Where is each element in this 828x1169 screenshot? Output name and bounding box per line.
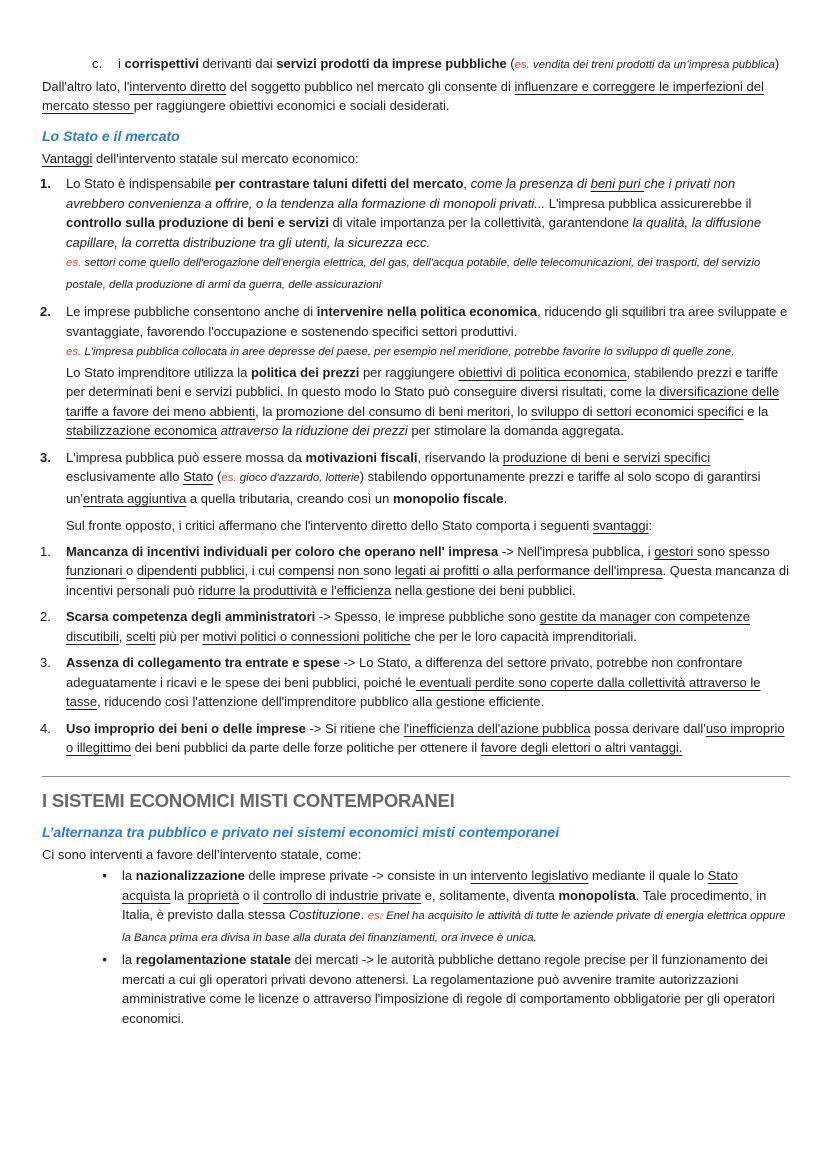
- text-run: delle imprese private -> consiste in un: [244, 868, 471, 883]
- text-run: come la presenza di: [470, 176, 591, 191]
- text-run: .: [503, 490, 508, 506]
- list-item-content: [66, 542, 790, 601]
- text-run: -> Spesso, le imprese pubbliche sono: [315, 609, 540, 624]
- text-run: L'impresa pubblica può essere mossa da: [66, 449, 306, 465]
- subsection-heading: L’alternanza tra pubblico e privato nei sistemi economici misti contemporanei: [42, 823, 560, 840]
- text-run: nazionalizzazione: [135, 868, 245, 883]
- text-run: dei mercati -> le autorità pubbliche dettano regole precise per il funzionamento dei mercati a cui gli operatori privati devono attenersi. La regolamentazione può avvenire tramite autorizzazioni amministrative come le licenze o attraverso l'imposizione di regole di comportamento obbligatorie per gli operatori economici.: [122, 952, 775, 1026]
- text-run: Sul fronte opposto, i critici affermano che l'intervento diretto dello Stato comporta i seguenti: [66, 518, 593, 533]
- text-run: la: [122, 952, 136, 967]
- text-run: di vitale importanza per la collettività, garantendone: [328, 215, 633, 230]
- section-heading: I SISTEMI ECONOMICI MISTI CONTEMPORANEI: [42, 789, 455, 811]
- list-item-bullet: [0, 950, 828, 1028]
- text-run: gioco d'azzardo, lotterie: [236, 472, 360, 484]
- text-run: monopolista: [558, 887, 636, 903]
- text-run: del soggetto pubblico nel mercato gli consente di: [226, 78, 515, 94]
- text-run: .: [360, 907, 368, 922]
- text-run: servizi prodotti da imprese pubbliche: [276, 56, 507, 71]
- text-run: e, solitamente, diventa: [421, 887, 559, 903]
- text-run: corrispettivi: [124, 56, 199, 71]
- list-marker: 1.: [40, 176, 51, 191]
- text-run: , lo: [510, 403, 532, 419]
- list-marker: 3.: [40, 449, 51, 465]
- text-run: favore degli elettori o altri vantaggi.: [480, 740, 683, 755]
- text-run: intervenire nella politica economica: [316, 304, 538, 319]
- text-run: svantaggi: [592, 518, 649, 533]
- text-run: Stato acquista: [122, 868, 739, 903]
- text-run: proprietà: [187, 887, 240, 903]
- text-run: ridurre la produttività e l'efficienza: [198, 582, 392, 598]
- list-item-content: [66, 174, 790, 295]
- text-run: promozione del consumo di beni meritori: [276, 403, 511, 419]
- list-marker: 2.: [40, 609, 51, 624]
- text-run: Lo Stato imprenditore utilizza la: [66, 364, 251, 380]
- text-run: per raggiungere obiettivi economici e sociali desiderati.: [133, 98, 450, 113]
- list-item-numbered: [0, 653, 828, 712]
- text-run: intervento diretto: [129, 78, 227, 94]
- list-item-content: [66, 448, 790, 509]
- list-marker: 2.: [40, 304, 51, 319]
- text-run: per stimolare la domanda aggregata.: [407, 423, 624, 438]
- list-marker: 3.: [40, 655, 51, 670]
- text-run: Scarsa competenza degli amministratori: [66, 609, 316, 624]
- list-marker: 1.: [40, 543, 51, 559]
- list-item-bullet: [0, 866, 828, 948]
- list-item-content: [66, 719, 790, 758]
- list-item-alpha: [0, 54, 828, 76]
- text-run: -> Nell'impresa pubblica, i: [498, 543, 655, 559]
- paragraph: [0, 516, 828, 536]
- text-run: Dall'altro lato, l': [42, 78, 130, 94]
- list-item-numbered: [0, 542, 828, 601]
- text-run: intervento legislativo: [470, 868, 589, 883]
- text-run: motivi politici o connessioni politiche: [202, 628, 411, 644]
- text-run: i: [118, 56, 125, 71]
- text-run: (: [213, 469, 222, 484]
- list-item-numbered: [0, 174, 828, 295]
- list-marker: c.: [92, 56, 103, 71]
- text-run: Lo Stato è indispensabile: [66, 176, 215, 191]
- text-run: derivanti dai: [198, 56, 277, 71]
- bullet-icon: ●: [102, 870, 108, 880]
- text-run: per contrastare taluni difetti del mercato: [214, 176, 464, 191]
- text-run: regolamentazione statale: [135, 952, 292, 967]
- text-run: -> Si ritiene che: [305, 720, 404, 736]
- text-run: Mancanza di incentivi individuali per coloro che operano nell' impresa: [66, 543, 499, 559]
- text-run: non: [337, 563, 364, 578]
- text-run: sono spesso: [696, 543, 770, 559]
- list-item-content: [66, 653, 790, 712]
- text-run: , riservando la: [417, 449, 503, 465]
- text-run: . Questa mancanza di incentivi personali può: [66, 563, 790, 598]
- section-divider: [42, 776, 790, 777]
- text-run: legati ai profitti o alla performance dell'impresa: [394, 563, 663, 578]
- text-run: obiettivi di politica economica: [458, 364, 627, 380]
- paragraph: [0, 77, 828, 116]
- text-run: -> Lo Stato, a differenza del settore privato, potrebbe non confrontare adeguatamente i ricavi e le spese dei beni pubblici, poiché le: [66, 655, 743, 690]
- paragraph: [0, 149, 828, 169]
- list-item-content: [122, 866, 790, 948]
- subsection-heading: Lo Stato e il mercato: [42, 127, 180, 144]
- text-run: influenzare e correggere le imperfezioni del mercato stesso: [42, 78, 764, 113]
- text-run: nella gestione dei beni pubblici.: [391, 582, 576, 598]
- text-run: mediante il quale lo: [588, 868, 708, 883]
- list-item-numbered: [0, 302, 828, 441]
- text-run: es.: [66, 257, 82, 269]
- list-item-content: [118, 54, 790, 76]
- text-run: la: [170, 887, 188, 903]
- text-run: es.: [66, 346, 82, 358]
- bullet-icon: ●: [102, 954, 108, 964]
- text-run: monopolio fiscale: [393, 490, 504, 506]
- text-run: ): [774, 56, 780, 71]
- text-run: es.: [221, 472, 237, 484]
- list-item-numbered: [0, 607, 828, 646]
- text-run: ,: [118, 628, 126, 644]
- text-run: es.: [514, 59, 530, 71]
- text-run: sviluppo di settori economici specifici: [531, 403, 744, 419]
- text-run: la: [122, 868, 136, 883]
- list-item-content: [66, 607, 790, 646]
- list-marker: 4.: [40, 720, 51, 736]
- text-run: es.: [367, 910, 383, 922]
- text-run: L'impresa pubblica collocata in aree depresse del paese, per esempio nel meridione, potrebbe favorire lo sviluppo di quelle zone,: [81, 346, 735, 358]
- text-run: ,: [463, 176, 471, 191]
- text-run: esclusivamente allo: [66, 469, 184, 484]
- text-run: compensi: [278, 563, 335, 578]
- text-run: Uso improprio dei beni o delle imprese: [66, 720, 306, 736]
- text-run: Vantaggi: [42, 150, 93, 166]
- text-run: politica dei prezzi: [250, 364, 360, 380]
- text-run: . Tale procedimento, in Italia, è previsto dalla stessa: [122, 887, 767, 922]
- text-run: a quella tributaria, creando così un: [186, 490, 393, 506]
- text-run: Enel ha acquisito le attività di tutte le aziende private di energia elettrica oppure la Banca prima era divisa in base alla durata dei finanziamenti, ora invece è unica.: [122, 910, 786, 944]
- paragraph: [0, 845, 828, 865]
- text-run: , riducendo gli squilibri tra aree sviluppate e svantaggiate, favorendo l'occupazione e sostenendo specifici settori produttivi.: [66, 304, 788, 339]
- list-item-numbered: [0, 719, 828, 758]
- text-run: :: [648, 518, 653, 533]
- text-run: , riducendo così l'attenzione dell'imprenditore pubblico alla gestione efficiente.: [97, 694, 545, 709]
- text-run: Assenza di collegamento tra entrate e spese: [66, 655, 340, 670]
- text-run: , la: [255, 403, 277, 419]
- text-run: ) stabilendo opportunamente prezzi e tariffe al solo scopo di garantirsi un': [66, 469, 761, 506]
- text-run: produzione di beni e servizi specifici: [502, 449, 711, 465]
- text-run: che per le loro capacità imprenditoriali.: [410, 628, 637, 644]
- text-run: , stabilendo prezzi e tariffe per determinati beni e servizi pubblici. In questo modo lo Stato può conseguire diversi risultati, come la: [66, 364, 779, 399]
- text-run: gestori: [654, 543, 697, 559]
- text-run: Costituzione: [288, 907, 361, 922]
- text-run: l'inefficienza dell'azione pubblica: [403, 720, 591, 736]
- text-run: , i cui: [244, 563, 279, 578]
- text-run: o: [125, 563, 137, 578]
- text-run: motivazioni fiscali: [305, 449, 418, 465]
- text-run: (: [506, 56, 515, 71]
- text-run: entrata aggiuntiva: [82, 490, 187, 506]
- text-run: controllo di industrie private: [262, 887, 422, 903]
- text-run: Ci sono interventi a favore dell’intervento statale, come:: [42, 846, 362, 862]
- text-run: la qualità, la diffusione capillare, la corretta distribuzione tra gli utenti, la sicurezza ecc.: [66, 215, 762, 250]
- text-run: uso improprio o illegittimo: [66, 720, 785, 755]
- text-run: Stato: [183, 469, 214, 484]
- text-run: Le imprese pubbliche consentono anche di: [66, 304, 317, 319]
- text-run: gestite da manager con competenze discutibili: [66, 609, 750, 644]
- text-run: eventuali perdite sono coperte dalla collettività attraverso le tasse: [66, 674, 761, 709]
- text-run: più per: [155, 628, 203, 644]
- list-item-content: [66, 302, 790, 441]
- text-run: settori come quello dell'erogazione dell'energia elettrica, del gas, dell'acqua potabile, delle telecomunicazioni, dei trasporti, del servizio postale, della produzione di armi da guerra, delle assicurazioni: [66, 257, 761, 291]
- text-run: dipendenti pubblici: [136, 563, 245, 578]
- text-run: dell'intervento statale sul mercato economico:: [92, 150, 359, 166]
- text-run: diversificazione delle tariffe a favore dei meno abbienti: [66, 384, 780, 419]
- text-run: scelti: [125, 628, 156, 644]
- list-item-numbered: [0, 448, 828, 509]
- text-run: controllo sulla produzione di beni e servizi: [66, 215, 329, 230]
- text-run: per raggiungere: [359, 364, 459, 380]
- text-run: stabilizzazione economica: [66, 423, 218, 438]
- text-run: L'impresa pubblica assicurerebbe il: [545, 195, 752, 211]
- text-run: funzionari: [66, 563, 126, 578]
- text-run: vendita dei treni prodotti da un’impresa pubblica: [529, 59, 775, 71]
- text-run: possa derivare dall': [590, 720, 706, 736]
- text-run: o il: [239, 887, 263, 903]
- text-run: sono: [363, 563, 395, 578]
- text-run: che i privati non avrebbero convenienza a offrire, o la tendenza alla formazione di monopoli privati...: [66, 176, 736, 211]
- text-run: attraverso la riduzione dei prezzi: [220, 423, 408, 438]
- text-run: beni puri: [590, 176, 645, 191]
- text-run: dei beni pubblici da parte delle forze politiche per ottenere il: [131, 740, 481, 755]
- text-run: e la: [743, 403, 769, 419]
- list-item-content: [122, 950, 790, 1028]
